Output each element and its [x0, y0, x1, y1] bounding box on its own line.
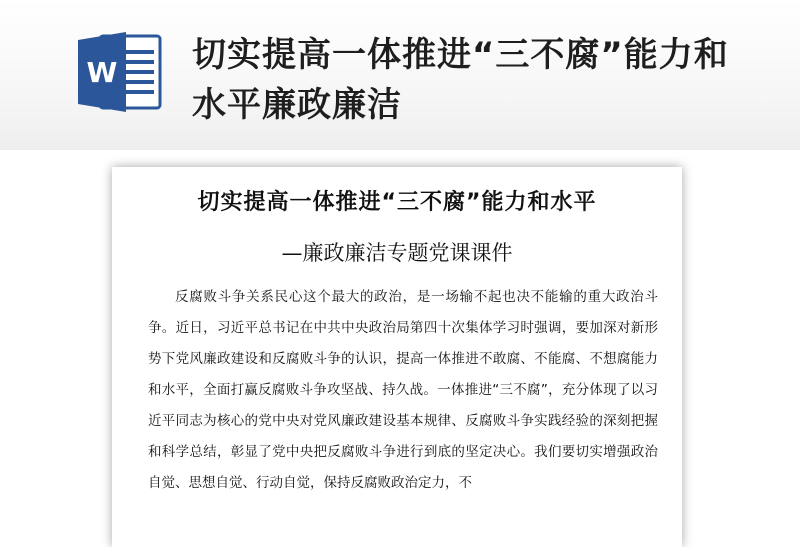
word-document-icon [76, 30, 164, 114]
word-logo-letter: W [86, 56, 118, 89]
document-page [112, 167, 682, 547]
document-body-paragraph: 反腐败斗争关系民心这个最大的政治，是一场输不起也决不能输的重大政治斗争。近日，习近平总书记在中共中央政治局第四十次集体学习时强调，要加深对新形势下党风廉政建设和反腐败斗争的认识，提高一体推进不敢腐、不能腐、不想腐能力和水平，全面打赢反腐败斗争攻坚战、持久战。一体推进“三不腐”，充分体现了以习近平同志为核心的党中央对党风廉政建设基本规律、反腐败斗争实践经验的深刻把握和科学总结，彰显了党中央把反腐败斗争进行到底的坚定决心。我们要切实增强政治自觉、思想自觉、行动自觉，保持反腐败政治定力，不 [148, 289, 658, 491]
document-subtitle: —廉政廉洁专题党课课件 [281, 241, 513, 265]
page-title: 切实提高一体推进“三不腐”能力和水平廉政廉洁 [192, 35, 729, 125]
document-title: 切实提高一体推进“三不腐”能力和水平 [197, 190, 597, 215]
